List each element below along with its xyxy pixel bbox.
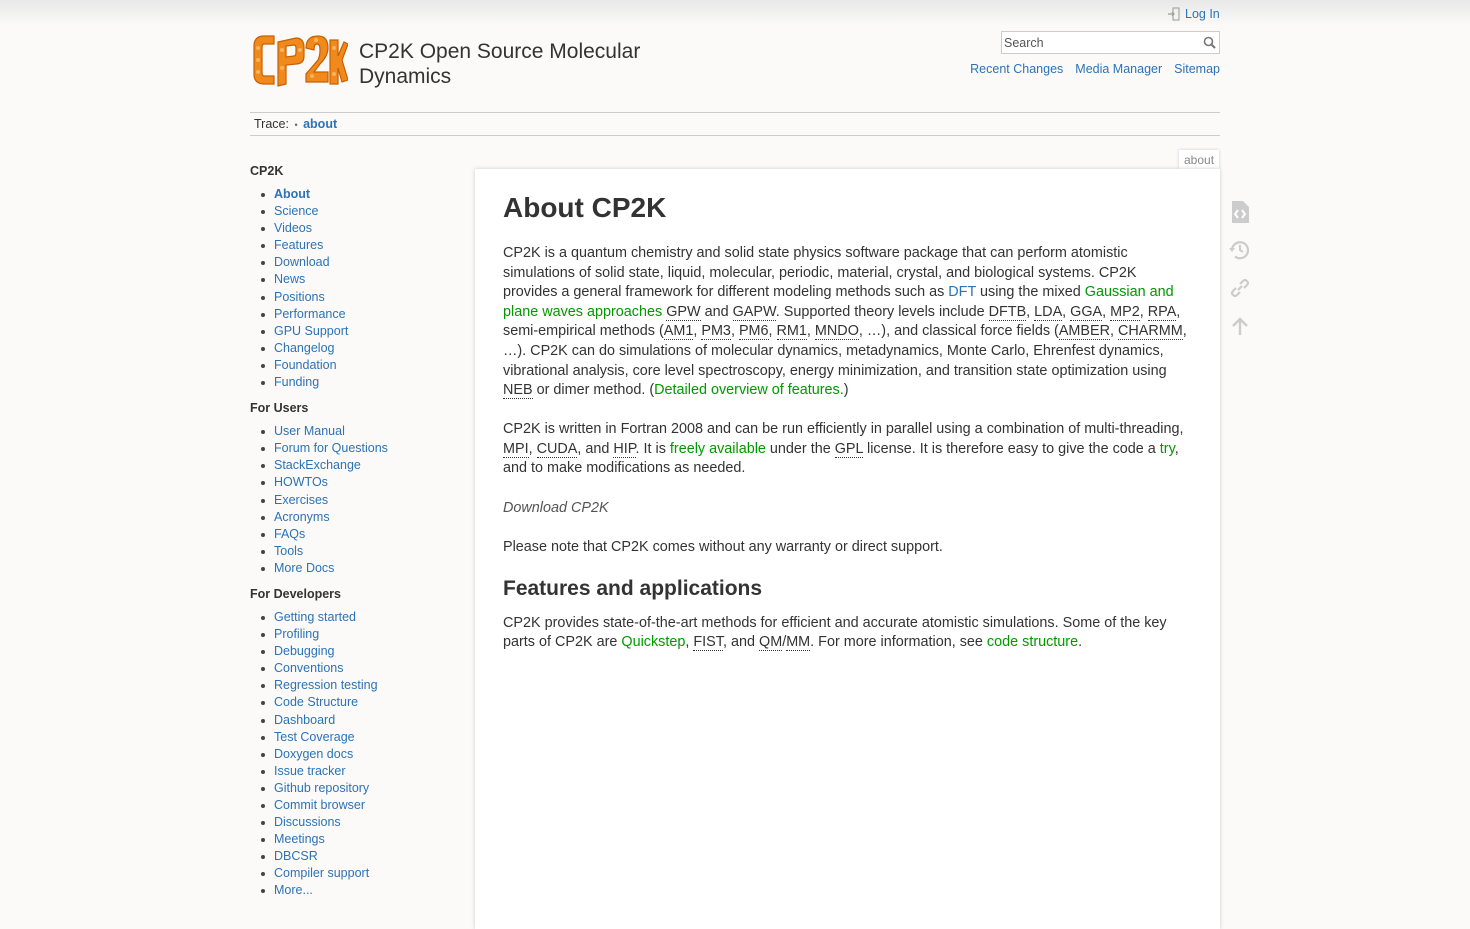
search-icon [1203, 36, 1216, 49]
text-segment: , [528, 440, 537, 457]
text-segment: , semi-empirical methods ( [503, 303, 1181, 340]
sidebar-item [250, 340, 460, 357]
sidebar-link-funding[interactable]: Funding [274, 375, 320, 390]
sidebar-item [250, 186, 460, 203]
text-segment: using the mixed [976, 284, 1085, 301]
sidebar-item [250, 848, 460, 865]
text-segment: , [1110, 323, 1119, 340]
sidebar-link-conventions[interactable]: Conventions [274, 661, 344, 676]
acronym: RM1 [776, 323, 807, 340]
sidebar-link-debugging[interactable]: Debugging [274, 644, 335, 659]
text-segment: , …), and classical force fields ( [858, 323, 1059, 340]
implementation-paragraph [503, 420, 1192, 479]
wiki-link[interactable]: try [1159, 440, 1175, 457]
sidebar-item [250, 374, 460, 391]
page-id: about [1179, 150, 1219, 169]
sidebar-item [250, 203, 460, 220]
sidebar-item [250, 306, 460, 323]
acronym: GGA [1070, 303, 1103, 320]
features-paragraph [503, 614, 1192, 653]
acronym: RPA [1147, 303, 1177, 320]
acronym: MNDO [814, 323, 859, 340]
text-segment: . Supported theory levels include [775, 303, 989, 320]
sidebar-list [250, 609, 460, 900]
sidebar-item [250, 289, 460, 306]
acronym: GPW [666, 303, 701, 320]
sidebar-section-title: For Developers [250, 586, 342, 601]
text-segment: , [1139, 303, 1148, 320]
text-segment: , and to make modifications as needed. [503, 440, 1179, 477]
sidebar-item [250, 712, 460, 729]
sidebar-link-github-repository[interactable]: Github repository [274, 780, 370, 795]
wiki-link[interactable]: Detailed overview of features. [654, 382, 844, 399]
acronym: PM3 [701, 323, 731, 340]
sidebar-link-forum-for-questions[interactable]: Forum for Questions [274, 441, 388, 456]
text-segment: under the [765, 440, 835, 457]
wiki-link[interactable]: freely available [669, 440, 766, 457]
cp2k-logo[interactable] [250, 28, 348, 92]
acronym: QM [759, 634, 783, 651]
sidebar-link-features[interactable]: Features [274, 238, 324, 253]
sidebar-item [250, 237, 460, 254]
sidebar-item [250, 474, 460, 491]
text-segment: license. It is therefore easy to give the code a [863, 440, 1160, 457]
sidebar-link-changelog[interactable]: Changelog [274, 340, 335, 355]
login-icon [1167, 7, 1180, 21]
search-input[interactable] [1002, 32, 1199, 53]
search-form [1001, 31, 1220, 54]
acronym: GAPW [732, 303, 776, 320]
sidebar-item [250, 560, 460, 577]
acronym: DFTB [988, 303, 1027, 320]
sidebar-link-download[interactable]: Download [274, 255, 330, 270]
sidebar-link-more-docs[interactable]: More Docs [274, 560, 335, 575]
acronym: NEB [503, 382, 533, 399]
sidebar-link-regression-testing[interactable]: Regression testing [274, 678, 378, 693]
top-shade [0, 0, 1470, 26]
sidebar-link-commit-browser[interactable]: Commit browser [274, 798, 365, 812]
sidebar-item [250, 780, 460, 797]
back-to-top-button[interactable] [1226, 312, 1254, 340]
sidebar-item [250, 746, 460, 763]
acronym: FIST [693, 634, 723, 651]
sidebar-link-about[interactable]: About [274, 187, 311, 201]
sidebar-link-gpu-support[interactable]: GPU Support [274, 323, 349, 338]
text-segment: CP2K is a quantum chemistry and solid state physics software package that can perform atomistic simulations of solid state, liquid, molecular, periodic, material, crystal, and biological systems. CP2K provides a general framework for different modeling methods such as [503, 245, 1137, 301]
sidebar-item [250, 323, 460, 340]
sidebar-item [250, 254, 460, 271]
sidebar-item [250, 763, 460, 780]
sidebar-item [250, 357, 460, 374]
sidebar-item [250, 509, 460, 526]
warranty-paragraph: Please note that CP2K comes without any warranty or direct support. [503, 538, 943, 555]
sidebar-item [250, 543, 460, 560]
sidebar-item [250, 797, 460, 814]
trace-label: Trace: [254, 117, 289, 131]
sidebar-link-news[interactable]: News [274, 272, 306, 287]
acronym: PM6 [738, 323, 769, 340]
sidebar-link-issue-tracker[interactable]: Issue tracker [274, 763, 346, 778]
sidebar-section-title: For Users [250, 401, 309, 416]
acronym: MM [786, 634, 811, 651]
sidebar-item [250, 660, 460, 677]
sidebar-item [250, 831, 460, 848]
sidebar-link-test-coverage[interactable]: Test Coverage [274, 729, 355, 744]
recent-changes-link[interactable]: Recent Changes [970, 62, 1064, 76]
site-tools [970, 62, 1220, 76]
inline-link[interactable]: DFT [948, 284, 976, 301]
sidebar-item [250, 729, 460, 746]
sidebar-link-faqs[interactable]: FAQs [274, 526, 306, 541]
sidebar-link-tools[interactable]: Tools [274, 543, 304, 558]
sidebar-item [250, 694, 460, 711]
wiki-link[interactable]: Gaussian and plane waves approaches [503, 284, 1174, 320]
sidebar-link-more[interactable]: More... [274, 883, 313, 898]
text-segment: . [1078, 634, 1083, 651]
page-title: About CP2K [503, 192, 667, 223]
sitemap-link[interactable]: Sitemap [1174, 62, 1220, 76]
acronym: AMBER [1058, 323, 1111, 340]
sidebar-item [250, 440, 460, 457]
sidebar-item [250, 457, 460, 474]
text-segment: , [1102, 303, 1111, 320]
sidebar-list [250, 423, 460, 577]
sidebar-link-meetings[interactable]: Meetings [274, 832, 325, 847]
text-segment: , …). CP2K can do simulations of molecular dynamics, metadynamics, Monte Carlo, Ehrenfest dynamics, vibrational analysis, core level spectroscopy, energy minimization, and transition state optimization using [503, 323, 1187, 379]
acronym: AM1 [663, 323, 694, 340]
text-segment: , and [577, 440, 614, 457]
wiki-link[interactable]: Quickstep [621, 634, 686, 651]
acronym: HIP [613, 440, 636, 457]
text-segment: and [700, 303, 733, 320]
sidebar-item [250, 526, 460, 543]
sidebar-item [250, 220, 460, 237]
sidebar-link-code-structure[interactable]: Code Structure [274, 695, 359, 710]
old-revisions-icon [1228, 238, 1252, 262]
sidebar-link-stackexchange[interactable]: StackExchange [274, 458, 361, 473]
features-heading: Features and applications [503, 576, 763, 600]
sidebar-link-exercises[interactable]: Exercises [274, 492, 329, 507]
sidebar-link-performance[interactable]: Performance [274, 306, 346, 321]
sidebar-item [250, 643, 460, 660]
breadcrumb [250, 112, 1220, 136]
sidebar-link-getting-started[interactable]: Getting started [274, 609, 356, 624]
sidebar [250, 164, 460, 910]
sidebar-item [250, 271, 460, 288]
sidebar-link-compiler-support[interactable]: Compiler support [274, 866, 370, 881]
text-segment: CP2K provides state-of-the-art methods for efficient and accurate atomistic simulations. Some of the key parts of CP2K are [503, 614, 1167, 651]
backlinks-button[interactable] [1226, 274, 1254, 302]
text-segment: CP2K is written in Fortran 2008 and can be run efficiently in parallel using a combination of multi-threading, [503, 421, 1184, 438]
sidebar-item [250, 609, 460, 626]
text-segment: , and [722, 634, 759, 651]
text-segment: / [782, 634, 787, 651]
text-segment: , [806, 323, 815, 340]
sidebar-list [250, 186, 460, 391]
sidebar-link-foundation[interactable]: Foundation [274, 357, 337, 372]
search-button[interactable] [1199, 32, 1219, 53]
sidebar-link-acronyms[interactable]: Acronyms [274, 509, 330, 524]
trace-separator: • [294, 120, 298, 130]
page-tools [1226, 198, 1254, 350]
text-segment: , [693, 323, 702, 340]
intro-paragraph [503, 244, 1192, 401]
text-segment: , [1026, 303, 1035, 320]
acronym: GPL [834, 440, 863, 457]
old-revisions-button[interactable] [1226, 236, 1254, 264]
backlinks-icon [1228, 276, 1252, 300]
text-segment: , [1062, 303, 1071, 320]
text-segment: , [685, 634, 694, 651]
sidebar-link-dashboard[interactable]: Dashboard [274, 712, 336, 727]
sidebar-item [250, 677, 460, 694]
acronym: CHARMM [1118, 323, 1183, 340]
acronym: CUDA [536, 440, 578, 457]
text-segment: ) [843, 382, 849, 399]
sidebar-link-user-manual[interactable]: User Manual [274, 424, 345, 439]
sidebar-item [250, 423, 460, 440]
wiki-link[interactable]: code structure [986, 634, 1079, 651]
sidebar-item [250, 865, 460, 882]
text-segment: or dimer method. ( [532, 382, 655, 399]
acronym: MPI [503, 440, 529, 457]
sidebar-link-videos[interactable]: Videos [274, 221, 312, 236]
text-segment: . It is [635, 440, 670, 457]
acronym: LDA [1034, 303, 1063, 320]
sidebar-item [250, 492, 460, 509]
site-title[interactable]: CP2K Open Source Molecular Dynamics [359, 40, 641, 88]
sidebar-link-dbcsr[interactable]: DBCSR [274, 849, 318, 864]
text-segment: , [730, 323, 739, 340]
text-segment: , [768, 323, 777, 340]
text-segment: . For more information, see [810, 634, 987, 651]
sidebar-link-profiling[interactable]: Profiling [274, 627, 320, 642]
sidebar-item [250, 814, 460, 831]
login-link[interactable] [1167, 7, 1220, 21]
acronym: MP2 [1110, 303, 1140, 320]
show-source-icon [1229, 200, 1251, 224]
sidebar-section-title: CP2K [250, 164, 284, 178]
sidebar-item [250, 626, 460, 643]
show-source-button[interactable] [1226, 198, 1254, 226]
sidebar-link-doxygen-docs[interactable]: Doxygen docs [274, 746, 354, 761]
page-content [475, 169, 1220, 929]
trace-current-link[interactable]: about [303, 117, 338, 131]
sidebar-link-science[interactable]: Science [274, 204, 319, 219]
download-image-link[interactable]: Download CP2K [503, 499, 609, 516]
media-manager-link[interactable]: Media Manager [1075, 62, 1163, 76]
sidebar-link-discussions[interactable]: Discussions [274, 815, 341, 830]
sidebar-link-positions[interactable]: Positions [274, 289, 325, 304]
back-to-top-icon [1229, 315, 1251, 337]
login-label: Log In [1185, 7, 1220, 21]
sidebar-item [250, 882, 460, 899]
sidebar-link-howtos[interactable]: HOWTOs [274, 475, 328, 490]
